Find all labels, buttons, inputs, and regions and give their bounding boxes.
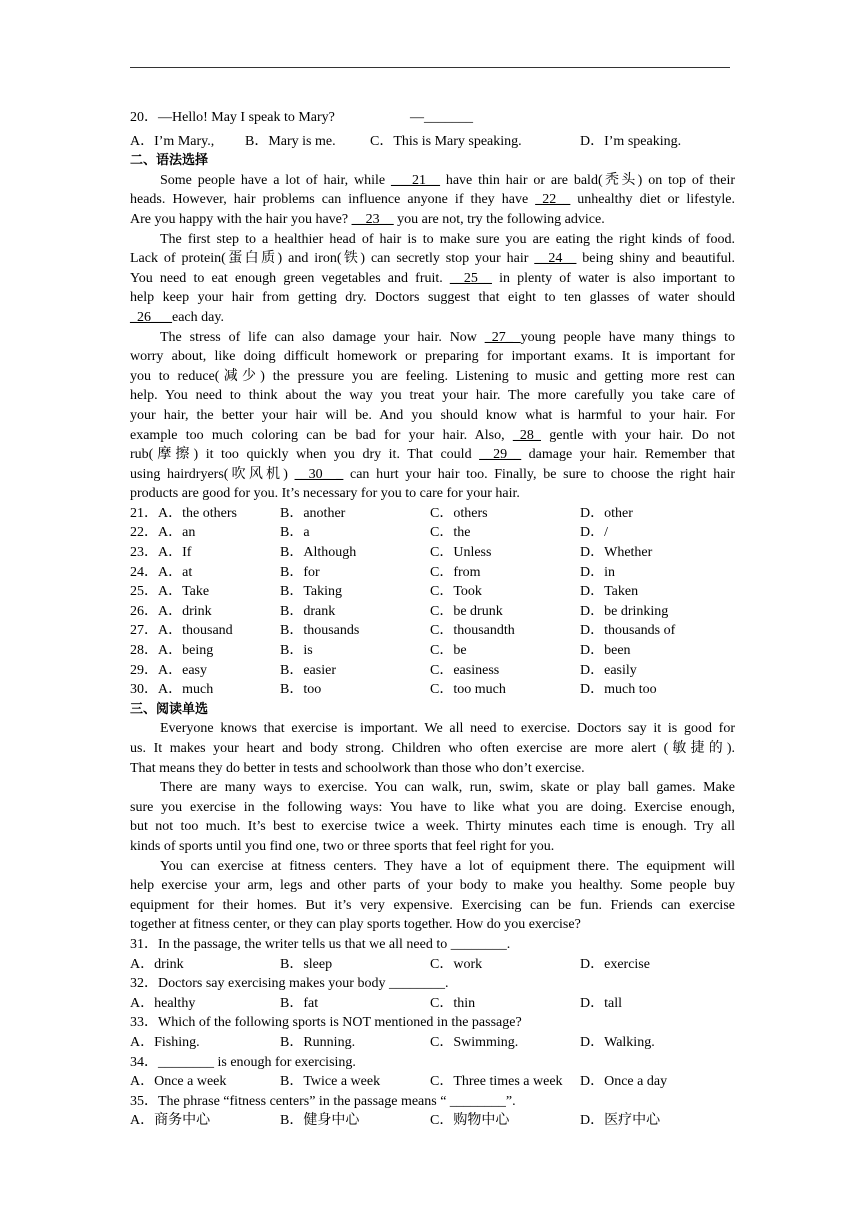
answer-blank: —_______ [410,110,473,125]
line-text: The first step to a healthier head of hair is to make sure you are eating the right kinds of food. [160,231,735,247]
option-c: C．from [430,564,481,580]
option-a: 24．A．at [130,564,193,580]
question-stem: 33．Which of the following sports is NOT mentioned in the passage? [130,1015,522,1031]
option-d: D．Walking. [580,1034,655,1050]
answer-blank: __29__ [479,447,522,463]
options-row [130,641,735,661]
paragraph-line: together at fitness center, or they can play sports together. How do you exercise? [130,917,581,933]
option-d: D．other [580,505,633,521]
option-a: 21．A．the others [130,505,237,521]
option-d: D．much too [580,682,657,698]
line-text: your hair, the better your hair will be. And you should know what is harmful to your hair. For [130,407,735,423]
option-b: B．Running. [280,1034,356,1050]
question-stem: 32．Doctors say exercising makes your body ________. [130,976,449,992]
section-heading-reading: 三、阅读单选 [130,701,209,717]
paragraph-line [130,426,735,446]
option-c: C．购物中心 [430,1113,510,1129]
reading-paragraph-1 [130,719,735,778]
option-c: C．others [430,505,488,521]
option-b: B．fat [280,995,319,1011]
option-d: D．thousands of [580,623,676,639]
options-row [130,602,735,622]
option-d: D．I’m speaking. [580,133,682,149]
line-text: You need to eat enough green vegetables and fruit. [130,270,450,286]
line-text: The stress of life can also damage your hair. Now [160,329,485,345]
options-row [130,523,735,543]
option-d: D．easily [580,662,637,678]
option-c: C．Swimming. [430,1034,519,1050]
option-b: B．drank [280,603,336,619]
paragraph-line [130,465,735,485]
option-c: C．Three times a week [430,1074,563,1090]
option-b: B．Twice a week [280,1074,381,1090]
option-d: D．Whether [580,545,653,561]
option-c: C．be [430,643,467,659]
question-stem: 35．The phrase “fitness centers” in the passage means “ ________”. [130,1093,516,1109]
line-text: worry about, like doing difficult homework or preparing for important exams. It is important for [130,349,735,365]
options-row [130,955,735,975]
header-rule [130,67,730,68]
line-text: Lack of protein(蛋白质) and iron(铁) can secretly stop your hair [130,251,535,267]
answer-blank: __24__ [534,251,577,267]
paragraph-line: us. It makes your heart and body strong. Children who often exercise are more alert (敏捷的). [130,741,735,756]
grammar-paragraph-1 [130,171,735,230]
question-stem: 34．________ is enough for exercising. [130,1054,356,1070]
paragraph-line [130,484,735,504]
paragraph-line: but not too much. It’s best to exercise twice a week. Thirty minutes each time is enough. Try all [130,819,735,835]
option-d: D．been [580,643,631,659]
option-d: D．in [580,564,615,580]
paragraph-line [130,249,735,269]
reading-paragraph-2 [130,778,735,856]
paragraph-line [130,328,735,348]
options-row [130,563,735,583]
option-b: B．Taking [280,584,343,600]
options-row [130,582,735,602]
line-text: you to reduce(减少) the pressure you are feeling. Listening to music and getting more rest can [130,368,735,384]
line-text: gentle with your hair. Do not [540,427,735,443]
line-text: damage your hair. Remember that [521,447,735,463]
line-text: help keep your hair from getting dry. Doctors suggest that eight to ten glasses of water should [130,290,735,306]
option-d: D．tall [580,995,622,1011]
paragraph-line [130,171,735,191]
paragraph-line: That means they do better in tests and schoolwork than those who don’t exercise. [130,760,585,776]
options-row [130,661,735,681]
option-c: C．thousandth [430,623,515,639]
paragraph-line: sure you exercise in the following ways: You have to like what you are doing. Exercise enough, [130,799,735,815]
paragraph-line [130,308,735,328]
paragraph-line [130,445,735,465]
line-text: young people have many things to [520,329,735,345]
option-a: 25．A．Take [130,584,210,600]
option-a: A．I’m Mary., [130,133,215,149]
question-20-options [130,132,735,152]
option-d: D．Taken [580,584,639,600]
paragraph-line [130,367,735,387]
option-a: 29．A．easy [130,662,207,678]
line-text: help. You need to think about the way you treat your hair. The more carefully you take care of [130,388,735,404]
answer-blank: _22__ [535,192,571,208]
paragraph-line [130,288,735,308]
option-c: C．easiness [430,662,500,678]
option-b: B．easier [280,662,336,678]
option-c: C．This is Mary speaking. [370,133,522,149]
line-text: in plenty of water is also important to [491,270,735,286]
line-text: can hurt your hair too. Finally, be sure to choose the right hair [343,466,736,482]
option-b: B．Although [280,545,357,561]
option-c: C．thin [430,995,476,1011]
option-a: 22．A．an [130,525,196,541]
reading-paragraph-3 [130,857,735,935]
paragraph-line: You can exercise at fitness centers. They have a lot of equipment there. The equipment will [160,858,735,874]
paragraph-line [130,347,735,367]
line-text: unhealthy diet or lifestyle. [570,192,735,208]
option-b: B．sleep [280,956,333,972]
option-a: A．healthy [130,995,196,1011]
line-text: each day. [172,309,224,325]
paragraph-line: equipment for their homes. But it’s very expensive. Exercising can be fun. Friends can exercise [130,897,735,913]
paragraph-line [130,406,735,426]
paragraph-line [130,230,735,250]
paragraph-line [130,190,735,210]
option-a: A．Fishing. [130,1034,200,1050]
option-b: B．is [280,643,313,659]
option-a: 27．A．thousand [130,623,233,639]
paragraph-line [130,210,735,230]
exam-content [130,108,735,1131]
option-b: B．thousands [280,623,360,639]
line-text: Are you happy with the hair you have? [130,211,352,227]
options-row [130,1033,735,1053]
paragraph-line: There are many ways to exercise. You can walk, run, swim, skate or play ball games. Make [160,780,735,796]
answer-blank: __23__ [351,211,394,227]
options-row [130,1072,735,1092]
option-c: C．the [430,525,471,541]
answer-blank: __25__ [449,270,492,286]
line-text: you are not, try the following advice. [393,211,605,227]
option-a: 26．A．drink [130,603,212,619]
section-heading-grammar: 二、语法选择 [130,153,209,169]
options-row [130,504,735,524]
option-b: B．健身中心 [280,1113,360,1129]
options-row [130,680,735,700]
options-row [130,543,735,563]
option-b: B．for [280,564,320,580]
option-d: D．Once a day [580,1074,668,1090]
line-text: using hairdryers(吹风机) [130,466,295,482]
answer-blank: __30_ _ [294,466,344,482]
grammar-paragraph-2 [130,230,735,328]
option-a: 23．A．If [130,545,192,561]
option-c: C．Unless [430,545,492,561]
option-b: B．another [280,505,346,521]
option-a: 30．A．much [130,682,214,698]
option-a: A．商务中心 [130,1113,211,1129]
option-c: C．work [430,956,483,972]
line-text: products are good for you. It’s necessary for you to care for your hair. [130,486,520,502]
paragraph-line [130,269,735,289]
question-stem: 31．In the passage, the writer tells us that we all need to ________. [130,936,511,952]
paragraph-line: Everyone knows that exercise is important. We all need to exercise. Doctors say it is good for [160,721,735,737]
option-d: D．医疗中心 [580,1113,661,1129]
line-text: Some people have a lot of hair, while [160,172,391,188]
option-a: A．drink [130,956,184,972]
paragraph-line: kinds of sports until you find one, two or three sports that feel right for you. [130,838,555,854]
option-a: 28．A．being [130,643,214,659]
answer-blank: ___21__ [390,172,440,188]
option-c: C．Took [430,584,482,600]
option-b: B．a [280,525,310,541]
option-b: B．Mary is me. [245,133,336,149]
grammar-paragraph-3 [130,328,735,504]
line-text: have thin hair or are bald(秃头) on top of their [439,172,735,188]
option-c: C．too much [430,682,506,698]
paragraph-line [130,386,735,406]
option-b: B．too [280,682,322,698]
option-d: D．/ [580,525,608,541]
options-row [130,994,735,1014]
option-d: D．be drinking [580,603,669,619]
question-stem: 20．—Hello! May I speak to Mary? [130,110,335,125]
reading-questions [130,935,735,1131]
answer-blank: _27_ [484,329,521,345]
question-20-stem [130,108,735,128]
answer-blank: _28_ [512,427,541,443]
line-text: example too much coloring can be bad for your hair. Also, [130,427,513,443]
line-text: being shiny and beautiful. [576,251,736,267]
line-text: rub(摩擦) it too quickly when you dry it. That could [130,447,480,463]
line-text: heads. However, hair problems can influence anyone if they have [130,192,536,208]
options-row [130,621,735,641]
option-c: C．be drunk [430,603,503,619]
option-d: D．exercise [580,956,650,972]
answer-blank: _26___ [130,309,172,325]
grammar-options [130,504,735,700]
options-row [130,1111,735,1131]
option-a: A．Once a week [130,1074,227,1090]
paragraph-line: help exercise your arm, legs and other parts of your body to make you healthy. Some people buy [130,878,735,894]
